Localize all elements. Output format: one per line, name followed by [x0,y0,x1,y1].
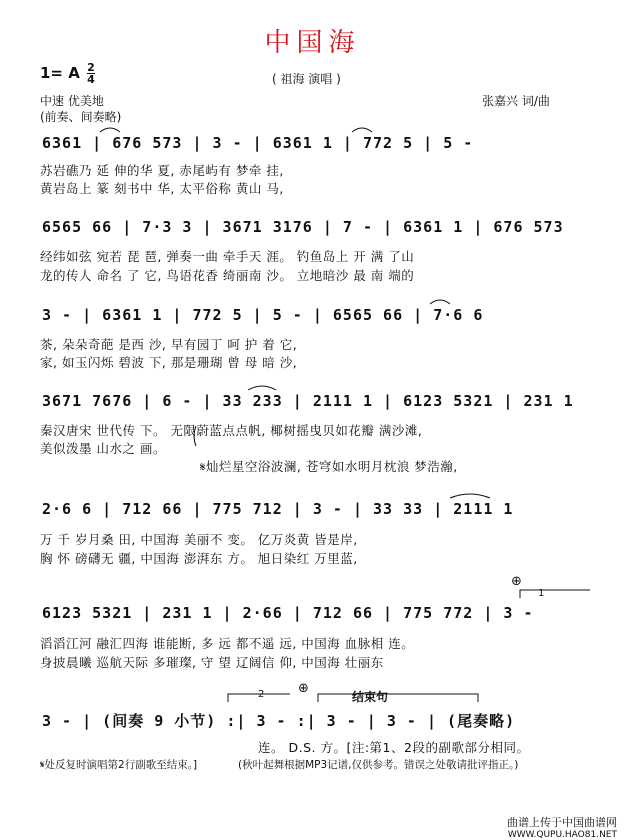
volta-1-label: 1 [538,588,545,599]
coda-sign-2: ⊕ [298,681,309,696]
lyric-line-1a: 苏岩礁乃 延 伸的华 夏, 赤尾屿有 梦牵 挂, [40,163,284,178]
score-system-3: 3 - | 6361 1 | 772 5 | 5 - | 6565 66 | 7·6 6 [42,306,484,324]
tempo-marking: 中速 优美地 [40,94,104,108]
lyric-line-5b: 胸 怀 磅礴无 疆, 中国海 澎湃东 方。 旭日染红 万里蓝, [40,551,358,566]
ending-label: 结束句 [352,690,389,704]
lyric-line-3a: 茶, 朵朵奇葩 是西 沙, 早有园丁 呵 护 着 它, [40,337,298,352]
lyric-line-6b: 身披晨曦 巡航天际 多璀璨, 守 望 辽阔信 仰, 中国海 壮丽东 [40,655,384,670]
score-system-1: 6361 | 676 573 | 3 - | 6361 1 | 772 5 | 5 - [42,134,474,152]
time-denominator: 4 [87,73,95,86]
ending-bracket [318,694,478,702]
lyric-line-7a: 连。 D.S. 方。[注:第1、2段的副歌部分相同。 [258,740,530,755]
lyric-line-4a: 秦汉唐宋 世代传 下。 无限蔚蓝点点帆, 椰树摇曳贝如花瓣 满沙滩, [40,423,423,438]
lyric-line-4c: 𝄋灿烂星空浴波澜, 苍穹如水明月枕浪 梦浩瀚, [200,459,458,474]
tie-2 [352,128,372,132]
lyric-line-6a: 滔滔江河 融汇四海 谁能断, 多 远 都不遥 远, 中国海 血脉相 连。 [40,636,415,651]
time-numerator: 2 [87,61,95,74]
volta-1-bracket [520,590,590,598]
watermark-url: WWW.QUPU.HAO81.NET [507,830,617,840]
score-system-6: 6123 5321 | 231 1 | 2·66 | 712 66 | 775 772 | 3 - [42,604,534,622]
song-title: 中国海 [264,28,361,58]
key-signature [40,62,95,85]
watermark-text: 曲谱上传于中国曲谱网 [507,816,617,829]
tie-5 [450,494,490,498]
score-system-2: 6565 66 | 7·3 3 | 3671 3176 | 7 - | 6361 1 | 676 573 [42,218,564,236]
volta-2-label: 2 [258,689,265,700]
score-system-4: 3671 7676 | 6 - | 33 233 | 2111 1 | 6123 5321 | 231 1 [42,392,574,410]
lyric-line-4b: 美似泼墨 山水之 画。 [40,441,166,456]
lyric-line-2b: 龙的传人 命名 了 它, 鸟语花香 绮丽南 沙。 立地暗沙 最 南 端的 [40,268,415,283]
lyric-line-3b: 家, 如玉闪烁 碧波 下, 那是珊瑚 曾 母 暗 沙, [40,355,298,370]
score-system-5: 2·6 6 | 712 66 | 775 712 | 3 - | 33 33 | 2111 1 [42,500,514,518]
footer-note-right: (秋叶起舞根据MP3记谱,仅供参考。错误之处敬请批评指正。) [238,759,519,771]
lyric-line-5a: 万 千 岁月桑 田, 中国海 美丽不 变。 亿万炎黄 皆是岸, [40,532,358,547]
singer-credit: ( 祖海 演唱 ) [272,72,341,86]
tie-1 [100,128,120,132]
watermark [507,814,617,840]
key-label: 1= A [40,64,80,82]
tie-4 [248,386,276,390]
tie-3 [430,300,450,304]
score-system-7: 3 - | (间奏 9 小节) :| 3 - :| 3 - | 3 - | (尾奏略) [42,712,516,730]
lyric-line-1b: 黄岩岛上 篆 刻书中 华, 太平俗称 黄山 马, [40,181,284,196]
footer-note-left: 𝄋处反复时演唱第2行副歌至结束。] [40,759,198,771]
intro-note: (前奏、间奏略) [40,110,122,124]
time-signature [87,62,95,85]
composer-credit: 张嘉兴 词/曲 [482,94,550,108]
lyric-line-2a: 经纬如弦 宛若 琵 琶, 弹奏一曲 牵手天 涯。 钓鱼岛上 开 满 了山 [40,249,415,264]
coda-sign-1: ⊕ [511,574,522,589]
